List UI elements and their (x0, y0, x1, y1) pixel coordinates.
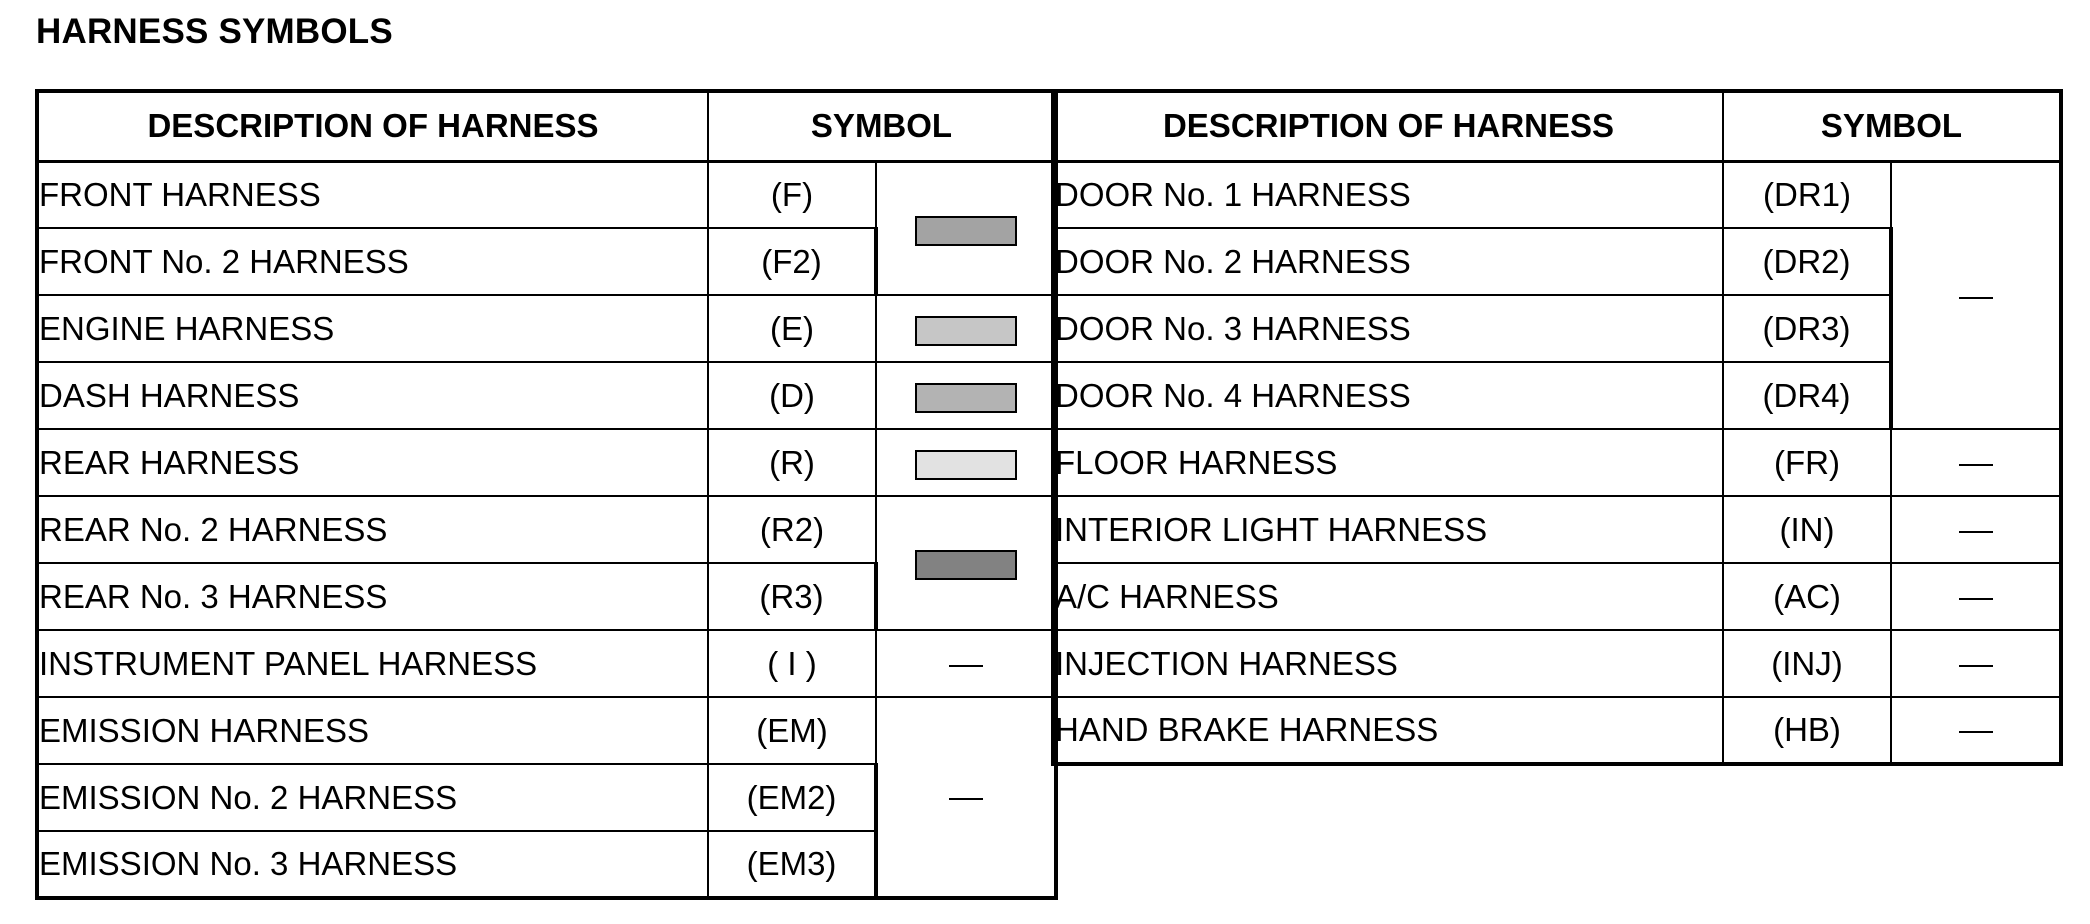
table-row (37, 429, 1056, 496)
harness-description: EMISSION No. 2 HARNESS (37, 764, 708, 831)
symbol-cell (876, 697, 1056, 898)
table-row (1053, 697, 2061, 764)
symbol-cell (1891, 630, 2061, 697)
harness-code: (E) (708, 295, 876, 362)
harness-description: INJECTION HARNESS (1053, 630, 1723, 697)
harness-code: (EM3) (708, 831, 876, 898)
harness-description: EMISSION HARNESS (37, 697, 708, 764)
harness-description: EMISSION No. 3 HARNESS (37, 831, 708, 898)
harness-description: DOOR No. 2 HARNESS (1053, 228, 1723, 295)
header-row (1053, 91, 2061, 161)
harness-description: DASH HARNESS (37, 362, 708, 429)
harness-color-swatch (915, 450, 1017, 480)
table-row (1053, 563, 2061, 630)
table-row (1053, 161, 2061, 228)
symbol-cell (1891, 496, 2061, 563)
harness-color-swatch (915, 383, 1017, 413)
symbol-cell (876, 295, 1056, 362)
table-row (1053, 429, 2061, 496)
harness-code: (F2) (708, 228, 876, 295)
table-row (37, 295, 1056, 362)
header-row (37, 91, 1056, 161)
harness-description: ENGINE HARNESS (37, 295, 708, 362)
harness-description: REAR HARNESS (37, 429, 708, 496)
harness-description: A/C HARNESS (1053, 563, 1723, 630)
harness-description: DOOR No. 3 HARNESS (1053, 295, 1723, 362)
harness-table-left (35, 89, 1058, 900)
symbol-cell (1891, 429, 2061, 496)
symbol-cell (876, 630, 1056, 697)
table-row (37, 630, 1056, 697)
harness-color-swatch (915, 316, 1017, 346)
no-symbol-dash (1959, 731, 1993, 733)
harness-code: (R2) (708, 496, 876, 563)
no-symbol-dash (949, 665, 983, 667)
harness-code: (DR1) (1723, 161, 1891, 228)
no-symbol-dash (1959, 297, 1993, 299)
header-description: DESCRIPTION OF HARNESS (37, 91, 708, 161)
harness-code: (DR4) (1723, 362, 1891, 429)
no-symbol-dash (1959, 598, 1993, 600)
harness-code: (HB) (1723, 697, 1891, 764)
table-row (37, 161, 1056, 228)
header-symbol: SYMBOL (1723, 91, 2061, 161)
harness-description: FLOOR HARNESS (1053, 429, 1723, 496)
header-description: DESCRIPTION OF HARNESS (1053, 91, 1723, 161)
harness-code: (R3) (708, 563, 876, 630)
harness-description: FRONT HARNESS (37, 161, 708, 228)
harness-table-right (1051, 89, 2063, 766)
table-row (1053, 496, 2061, 563)
harness-code: (F) (708, 161, 876, 228)
no-symbol-dash (1959, 531, 1993, 533)
table-row (37, 697, 1056, 764)
harness-description: INTERIOR LIGHT HARNESS (1053, 496, 1723, 563)
symbol-cell (876, 362, 1056, 429)
no-symbol-dash (1959, 665, 1993, 667)
symbol-cell (876, 161, 1056, 295)
harness-code: (EM) (708, 697, 876, 764)
harness-code: (FR) (1723, 429, 1891, 496)
harness-description: HAND BRAKE HARNESS (1053, 697, 1723, 764)
harness-code: ( I ) (708, 630, 876, 697)
symbol-cell (1891, 563, 2061, 630)
symbol-cell (876, 429, 1056, 496)
harness-code: (DR3) (1723, 295, 1891, 362)
harness-code: (R) (708, 429, 876, 496)
table-row (1053, 630, 2061, 697)
harness-description: FRONT No. 2 HARNESS (37, 228, 708, 295)
table-row (37, 496, 1056, 563)
symbol-cell (1891, 697, 2061, 764)
harness-code: (DR2) (1723, 228, 1891, 295)
harness-code: (D) (708, 362, 876, 429)
harness-description: INSTRUMENT PANEL HARNESS (37, 630, 708, 697)
header-symbol: SYMBOL (708, 91, 1056, 161)
harness-description: DOOR No. 1 HARNESS (1053, 161, 1723, 228)
page-title: HARNESS SYMBOLS (36, 12, 393, 51)
harness-code: (EM2) (708, 764, 876, 831)
symbol-cell (876, 496, 1056, 630)
harness-description: DOOR No. 4 HARNESS (1053, 362, 1723, 429)
harness-code: (AC) (1723, 563, 1891, 630)
harness-description: REAR No. 2 HARNESS (37, 496, 708, 563)
harness-code: (INJ) (1723, 630, 1891, 697)
harness-description: REAR No. 3 HARNESS (37, 563, 708, 630)
harness-code: (IN) (1723, 496, 1891, 563)
harness-color-swatch (915, 216, 1017, 246)
no-symbol-dash (1959, 464, 1993, 466)
no-symbol-dash (949, 798, 983, 800)
symbol-cell (1891, 161, 2061, 429)
table-row (37, 362, 1056, 429)
harness-color-swatch (915, 550, 1017, 580)
